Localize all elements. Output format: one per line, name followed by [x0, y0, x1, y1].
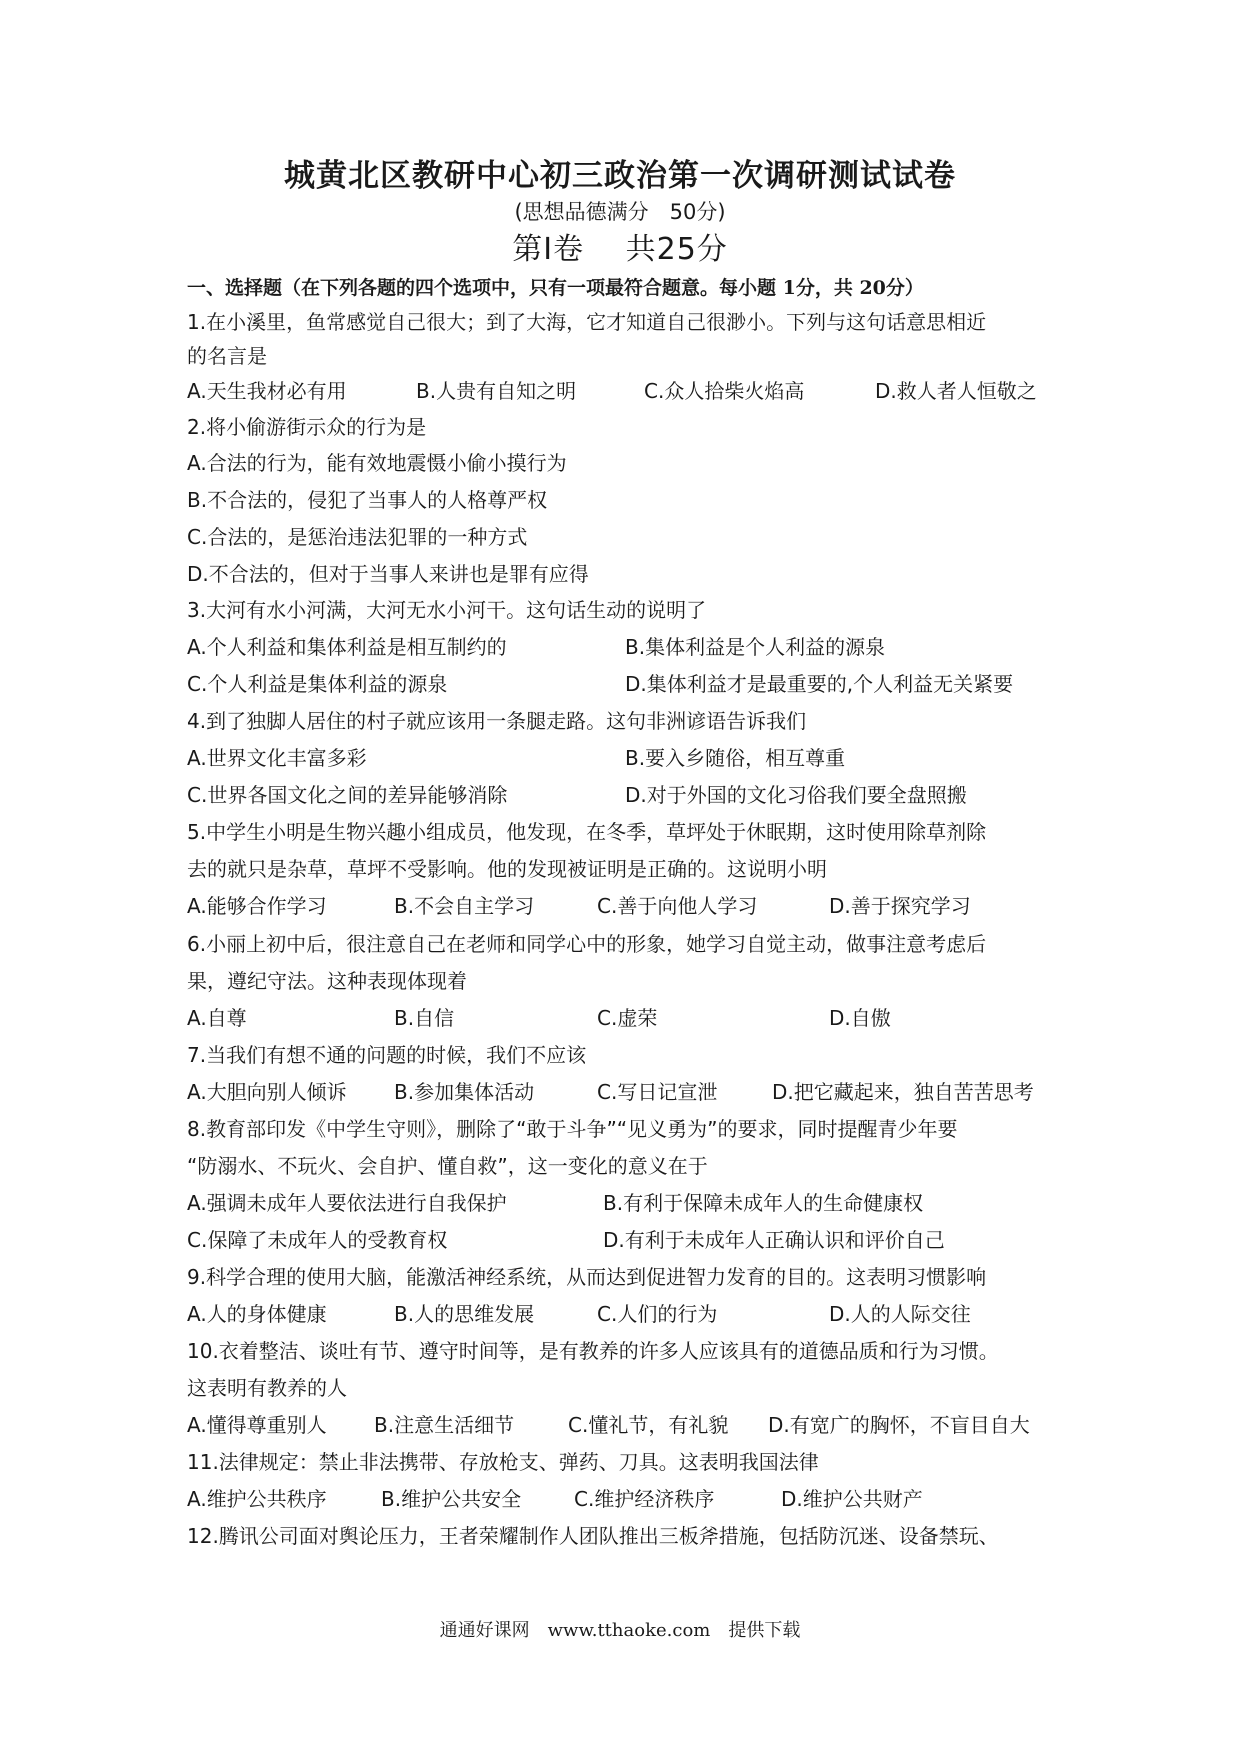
q3-option-a: A.个人利益和集体利益是相互制约的 [187, 635, 507, 659]
q10-option-d: D.有宽广的胸怀，不盲目自大 [768, 1413, 1030, 1437]
q7-option-c: C.写日记宣泄 [597, 1080, 718, 1104]
q2-option-a: A.合法的行为，能有效地震慑小偷小摸行为 [187, 451, 567, 475]
q1-option-d: D.救人者人恒敬之 [875, 379, 1037, 403]
q4-option-c: C.世界各国文化之间的差异能够消除 [187, 783, 508, 807]
question-10-stem-cont: 这表明有教养的人 [187, 1376, 347, 1400]
q11-option-a: A.维护公共秩序 [187, 1487, 327, 1511]
q5-option-c: C.善于向他人学习 [597, 894, 758, 918]
section-heading: 一、选择题（在下列各题的四个选项中，只有一项最符合题意。每小题 1分，共 20分） [187, 277, 924, 299]
q9-option-a: A.人的身体健康 [187, 1302, 327, 1326]
question-2-stem: 2.将小偷游街示众的行为是 [187, 415, 427, 439]
q3-option-d: D.集体利益才是最重要的,个人利益无关紧要 [625, 672, 1014, 696]
q6-option-b: B.自信 [394, 1006, 455, 1030]
q8-option-d: D.有利于未成年人正确认识和评价自己 [603, 1228, 945, 1252]
q9-option-d: D.人的人际交往 [829, 1302, 971, 1326]
q2-option-c: C.合法的，是惩治违法犯罪的一种方式 [187, 525, 528, 549]
q2-option-b: B.不合法的，侵犯了当事人的人格尊严权 [187, 488, 548, 512]
question-9-stem: 9.科学合理的使用大脑，能激活神经系统，从而达到促进智力发育的目的。这表明习惯影响 [187, 1265, 987, 1289]
question-8-stem-cont: “防溺水、不玩火、会自护、懂自救”，这一变化的意义在于 [187, 1154, 708, 1178]
q11-option-d: D.维护公共财产 [781, 1487, 923, 1511]
q3-option-c: C.个人利益是集体利益的源泉 [187, 672, 448, 696]
q6-option-d: D.自傲 [829, 1006, 891, 1030]
question-4-stem: 4.到了独脚人居住的村子就应该用一条腿走路。这句非洲谚语告诉我们 [187, 709, 807, 733]
q9-option-b: B.人的思维发展 [394, 1302, 535, 1326]
question-5-stem: 5.中学生小明是生物兴趣小组成员，他发现，在冬季，草坪处于休眠期，这时使用除草剂除 [187, 820, 987, 844]
question-1-stem: 1.在小溪里，鱼常感觉自己很大；到了大海，它才知道自己很渺小。下列与这句话意思相近 [187, 310, 987, 334]
q7-option-b: B.参加集体活动 [394, 1080, 535, 1104]
q5-option-b: B.不会自主学习 [394, 894, 535, 918]
question-10-stem: 10.衣着整洁、谈吐有节、遵守时间等，是有教养的许多人应该具有的道德品质和行为习惯。 [187, 1339, 999, 1363]
q8-option-c: C.保障了未成年人的受教育权 [187, 1228, 448, 1252]
question-12-stem: 12.腾讯公司面对舆论压力，王者荣耀制作人团队推出三板斧措施，包括防沉迷、设备禁玩、 [187, 1524, 999, 1548]
q1-option-a: A.天生我材必有用 [187, 379, 347, 403]
q4-option-a: A.世界文化丰富多彩 [187, 746, 367, 770]
q10-option-c: C.懂礼节，有礼貌 [568, 1413, 729, 1437]
question-1-stem-cont: 的名言是 [187, 344, 267, 368]
q1-option-b: B.人贵有自知之明 [416, 379, 577, 403]
volume-heading: 第Ⅰ卷 共25分 [512, 232, 728, 267]
q1-option-c: C.众人拾柴火焰高 [644, 379, 805, 403]
question-7-stem: 7.当我们有想不通的问题的时候，我们不应该 [187, 1043, 587, 1067]
question-8-stem: 8.教育部印发《中学生守则》，删除了“敢于斗争”“见义勇为”的要求，同时提醒青少年要 [187, 1117, 958, 1141]
exam-title: 城黄北区教研中心初三政治第一次调研测试试卷 [284, 158, 956, 194]
question-5-stem-cont: 去的就只是杂草，草坪不受影响。他的发现被证明是正确的。这说明小明 [187, 857, 827, 881]
q4-option-d: D.对于外国的文化习俗我们要全盘照搬 [625, 783, 967, 807]
question-3-stem: 3.大河有水小河满，大河无水小河干。这句话生动的说明了 [187, 598, 707, 622]
q6-option-c: C.虚荣 [597, 1006, 658, 1030]
q5-option-a: A.能够合作学习 [187, 894, 327, 918]
question-6-stem-cont: 果，遵纪守法。这种表现体现着 [187, 969, 467, 993]
q4-option-b: B.要入乡随俗，相互尊重 [625, 746, 846, 770]
question-11-stem: 11.法律规定：禁止非法携带、存放枪支、弹药、刀具。这表明我国法律 [187, 1450, 819, 1474]
q10-option-b: B.注意生活细节 [374, 1413, 515, 1437]
q3-option-b: B.集体利益是个人利益的源泉 [625, 635, 886, 659]
q10-option-a: A.懂得尊重别人 [187, 1413, 327, 1437]
exam-subtitle: (思想品德满分 50分) [514, 200, 726, 224]
q9-option-c: C.人们的行为 [597, 1302, 718, 1326]
page-footer: 通通好课网 www.tthaoke.com 提供下载 [439, 1620, 801, 1641]
q7-option-d: D.把它藏起来，独自苦苦思考 [772, 1080, 1034, 1104]
q11-option-b: B.维护公共安全 [381, 1487, 522, 1511]
q6-option-a: A.自尊 [187, 1006, 247, 1030]
q8-option-a: A.强调未成年人要依法进行自我保护 [187, 1191, 507, 1215]
q7-option-a: A.大胆向别人倾诉 [187, 1080, 347, 1104]
q8-option-b: B.有利于保障未成年人的生命健康权 [603, 1191, 924, 1215]
question-6-stem: 6.小丽上初中后，很注意自己在老师和同学心中的形象，她学习自觉主动，做事注意考虑后 [187, 932, 987, 956]
q5-option-d: D.善于探究学习 [829, 894, 971, 918]
q11-option-c: C.维护经济秩序 [574, 1487, 715, 1511]
q2-option-d: D.不合法的，但对于当事人来讲也是罪有应得 [187, 562, 589, 586]
